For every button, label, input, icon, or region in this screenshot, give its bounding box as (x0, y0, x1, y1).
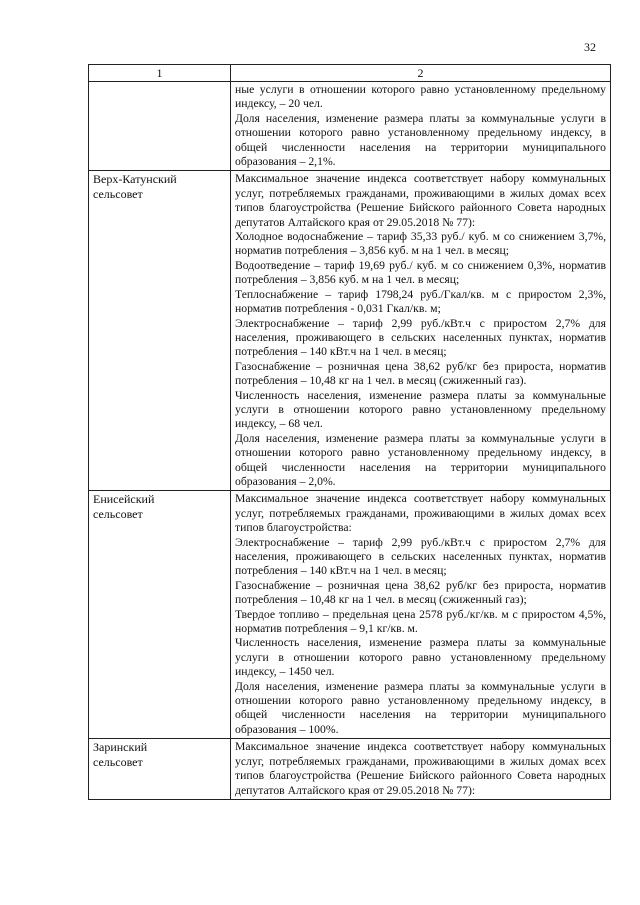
description-paragraph: Максимальное значение индекса соответствует набору коммунальных услуг, потребляемых гражданами, проживающими в жилых домах всех типов благоустройства (Решение Бийского районного Совета народных депутатов Алтайского края от 29.05.2018 № 77): (235, 172, 606, 229)
municipality-name-line: Верх-Катунский (93, 172, 177, 187)
municipality-name-line: сельсовет (93, 754, 143, 769)
description-paragraph: Доля населения, изменение размера платы за коммунальные услуги в отношении которого равно установленному предельному индексу, в общей численности населения на территории муниципального образования – 100%. (235, 679, 606, 736)
description-paragraph: Доля населения, изменение размера платы за коммунальные услуги в отношении которого равно установленному предельному индексу, в общей численности населения на территории муниципального образования – 2,0%. (235, 431, 606, 488)
description-paragraph: Твердое топливо – предельная цена 2578 руб./кг/кв. м с приростом 4,5%, норматив потребления – 9,1 кг/кв. м. (235, 607, 606, 636)
description-paragraph: Водоотведение – тариф 19,69 руб./ куб. м со снижением 0,3%, норматив потребления – 3,856 куб. м на 1 чел. в месяц; (235, 258, 606, 287)
municipality-name-cell (89, 171, 231, 491)
description-paragraph: Электроснабжение – тариф 2,99 руб./кВт.ч с приростом 2,7% для населения, проживающего в сельских населенных пунктах, норматив потребления – 140 кВт.ч на 1 чел. в месяц; (235, 316, 606, 359)
municipality-name-line: Заринский (93, 740, 148, 755)
description-paragraph: Газоснабжение – розничная цена 38,62 руб/кг без прироста, норматив потребления – 10,48 кг на 1 чел. в месяц (сжиженный газ); (235, 578, 606, 607)
table-header-row (89, 65, 611, 82)
column-header-1: 1 (89, 65, 231, 82)
description-cell (231, 171, 611, 491)
table-row (89, 171, 611, 491)
description-paragraph: Теплоснабжение – тариф 1798,24 руб./Гкал/кв. м с приростом 2,3%, норматив потребления - 0,031 Гкал/кв. м; (235, 287, 606, 316)
table-row (89, 739, 611, 800)
page-number: 32 (584, 40, 596, 54)
table-row (89, 82, 611, 171)
description-paragraph: Максимальное значение индекса соответствует набору коммунальных услуг, потребляемых гражданами, проживающими в жилых домах всех типов благоустройства (Решение Бийского районного Совета народных депутатов Алтайского края от 29.05.2018 № 77): (235, 740, 606, 797)
description-paragraph: Электроснабжение – тариф 2,99 руб./кВт.ч с приростом 2,7% для населения, проживающего в сельских населенных пунктах, норматив потребления – 140 кВт.ч на 1 чел. в месяц; (235, 535, 606, 578)
municipality-name-cell (89, 491, 231, 739)
column-header-2: 2 (231, 65, 611, 82)
description-paragraph: Доля населения, изменение размера платы за коммунальные услуги в отношении которого равно установленному предельному индексу, в общей численности населения на территории муниципального образования – 2,1%. (235, 111, 606, 169)
municipality-name-line: Енисейский (93, 492, 155, 507)
table-row (89, 491, 611, 739)
description-cell (231, 491, 611, 739)
table-body (89, 82, 611, 800)
description-cell (231, 739, 611, 800)
description-paragraph: ные услуги в отношении которого равно установленному предельному индексу, – 20 чел. (235, 83, 606, 111)
municipality-table (88, 64, 611, 800)
description-paragraph: Максимальное значение индекса соответствует набору коммунальных услуг, потребляемых гражданами, проживающими в жилых домах всех типов благоустройства: (235, 492, 606, 535)
description-paragraph: Численность населения, изменение размера платы за коммунальные услуги в отношении которого равно установленному предельному индексу, – 68 чел. (235, 388, 606, 431)
description-paragraph: Численность населения, изменение размера платы за коммунальные услуги в отношении которого равно установленному предельному индексу, – 1450 чел. (235, 636, 606, 679)
municipality-name-line: сельсовет (93, 506, 143, 521)
description-paragraph: Холодное водоснабжение – тариф 35,33 руб./ куб. м со снижением 3,7%, норматив потребления – 3,856 куб. м на 1 чел. в месяц; (235, 230, 606, 258)
municipality-name-line: сельсовет (93, 186, 143, 201)
description-cell (231, 82, 611, 171)
municipality-name-cell (89, 82, 231, 171)
description-paragraph: Газоснабжение – розничная цена 38,62 руб/кг без прироста, норматив потребления – 10,48 кг на 1 чел. в месяц (сжиженный газ). (235, 359, 606, 388)
municipality-name-cell (89, 739, 231, 800)
